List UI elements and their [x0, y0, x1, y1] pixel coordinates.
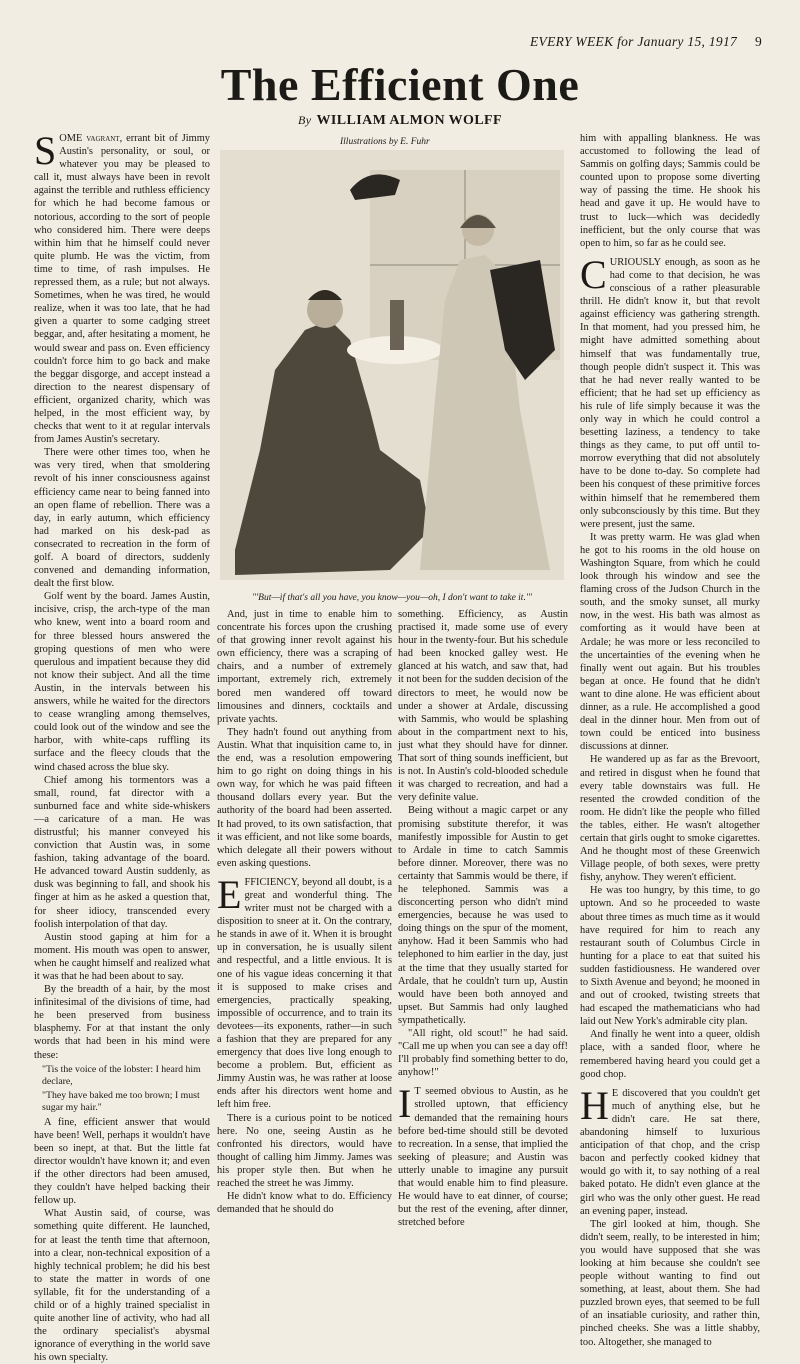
running-header [530, 34, 763, 50]
byline-prefix: By [298, 113, 312, 127]
paragraph [34, 128, 210, 446]
author-name: WILLIAM ALMON WOLFF [316, 113, 502, 128]
paragraph-text: discovered that you couldn't get much of anything else, but he didn't care. He sat there, abandoning himself to luxurious anticipation of that chop, and the crisp bacon and perfectly cooked kidney that would go with it, to say nothing of a real baked potato. He didn't even glance at the girl who was the only other guest. He read an evening paper, instead. [580, 1087, 760, 1217]
publication-name: EVERY WEEK [530, 34, 614, 49]
paragraph: Chief among his tormentors was a small, round, fat director with a sunburned face and white side-whiskers—a caricature of a man. He was distrustful; his manner conveyed his conviction that Austin was, in some fashion, taking advantage of the board. He advanced toward Austin suddenly, as dusk was beginning to fall, and shook his finger at him as he asked a question that, for sheer idiocy, transcended every foolish interpolation of that day. [34, 774, 210, 930]
paragraph: He didn't know what to do. Efficiency demanded that he should do [217, 1191, 392, 1216]
column-4 [580, 132, 760, 1348]
lead-in: T [414, 1086, 421, 1098]
paragraph: Austin stood gaping at him for a moment. His mouth was open to answer, when he caught himself and realized what it was that he had been about to say. [34, 931, 210, 982]
paragraph: And, just in time to enable him to concentrate his forces upon the crushing of that growing inner revolt against his own efficiency, there was a scraping of chairs, and a number of extremely important, extremely rich, extremely bored men wandered off toward limousines and dinners, cocktails and private yachts. [217, 609, 392, 725]
paragraph: him with appalling blankness. He was accustomed to following the lead of Sammis on golfing days; Sammis could be counted upon to propose some diverting way of passing the time. He shook his head and gave it up. He would have to trust to luck—which was decidedly inefficient, but the only course that was open to him, so far as he could see. [580, 133, 760, 249]
lead-in: OME vagrant, [59, 133, 123, 144]
column-3 [398, 608, 568, 1229]
paragraph: They hadn't found out anything from Austin. What that inquisition came to, in the end, was a resolution empowering him to go right on doing things in his own way, for which he was paid fifteen thousand dollars every year. But the authority of the board had been asserted. It had proved, to its own satisfaction, that it was efficient, and not like some boards, which delegate all their powers without even asking questions. [217, 726, 392, 869]
drop-cap: I [398, 1081, 412, 1127]
lead-in: E [611, 1087, 619, 1099]
paragraph: something. Efficiency, as Austin practised it, made some use of every hour in the twenty-four. But his schedule had been knocked galley west. He glanced at his watch, and saw that, had it not been for the sudden decision of the directors to meet, he would now be under a shower at Ardale, discussing with Sammis, who would be splashing about in the compartment next to his, just what they should have for dinner. That sort of thing sounds inefficient, but is not. In Austin's cold-blooded schedule it was charged to recreation, and had a very definite value. [398, 609, 568, 804]
illustration-credit: Illustrations by E. Fuhr [340, 137, 430, 147]
column-1 [34, 128, 210, 1364]
lamp [390, 300, 404, 350]
drop-cap: E [217, 871, 242, 917]
paragraph: Golf went by the board. James Austin, incisive, crisp, the arch-type of the man who knew, went into a board room and for three blessed hours answered the groping questions of men who were querulous and impatient because they did not know their subject. And all the time Austin, in the intervals between his answers, while he waited for the directors to cease wrangling among themselves, could look out of the window and see the harbor, with white-caps ruffling its surface and the fleecy clouds that the wind chased across the blue sky. [34, 591, 210, 773]
column-2 [217, 608, 392, 1216]
page-number: 9 [755, 34, 763, 49]
drop-cap: C [580, 251, 607, 297]
paragraph [580, 1082, 760, 1218]
byline [0, 113, 800, 129]
lead-in: URIOUSLY [609, 256, 662, 268]
paragraph: Being without a magic carpet or any promising substitute therefor, it was manifestly impossible for Austin to get to Ardale in time to catch Sammis before dinner. Moreover, there was no certainty that Sammis would be there, if he telephoned. Sammis was a disconcerting person who didn't mind emergencies, because he was used to doing things on the spur of the moment, anyhow. Had it been Sammis who had telephoned to him earlier in the day, just at the time that they usually started for Ardale, that he couldn't turn up, Austin would have been both annoyed and upset. But Sammis had only laughed sympathetically. [398, 805, 568, 1026]
paragraph: There were other times too, when he was very tired, when that smoldering revolt of his inner consciousness against efficiency came near to being fanned into an open flame of rebellion. There was a day, in early autumn, which efficiency had marked on his desk-pad as consecrated to recreation in the form of golf. A board of directors, suddenly convened and demanding information, dealt the first blow. [34, 447, 210, 590]
paragraph: He wandered up as far as the Brevoort, and retired in disgust when he found that every table downstairs was full. He resented the crowded condition of the room. He didn't like the people who filled the tables, either. He wasn't altogether certain that girls ought to smoke cigarettes. And he thought most of these Greenwich Village people, of both sexes, were pretty fishy, anyhow. They weren't efficient. [580, 754, 760, 884]
verse-line: "Tis the voice of the lobster: I heard him declare, [42, 1063, 201, 1087]
paragraph: What Austin said, of course, was something quite different. He launched, for at least the tenth time that afternoon, into a clear, non-technical exposition of a highly technical problem; he did his best to state the matter in words of one syllable, fit for the understanding of a child or of a highly trained specialist in quite another line of activity, who had all the ordinary specialist's abysmal ignorance of everything in the world save his own specialty. [34, 1208, 210, 1364]
issue-date: for January 15, 1917 [617, 34, 738, 49]
paragraph [217, 871, 392, 1112]
paragraph: There is a curious point to be noticed here. No one, seeing Austin as he confronted his directors, would have thought of calling him Jimmy. James was his proper style then. But when he reached the street he was Jimmy. [217, 1112, 392, 1190]
article-title: The Efficient One [220, 59, 580, 110]
drop-cap: H [580, 1082, 609, 1128]
paragraph: By the breadth of a hair, by the most infinitesimal of the divisions of time, had he been preserved from business blasphemy. For at that instant the only words that had been in his mind were these: [34, 984, 210, 1061]
drop-cap: S [34, 128, 57, 173]
illustration [220, 150, 564, 580]
paragraph-text: enough, as soon as he had come to that decision, he was conscious of a rather pleasurable thrill. He didn't know it, but that revolt against efficiency was gathering strength. In that moment, had you pressed him, he might have admitted something about himself that was fundamentally true, though people didn't suspect it. This was that he had never really wanted to be efficient; that he had set up efficiency as his rule of life simply because it was the only way in which he could control a besetting laziness, a tendency to take things as they came, to put off until to-morrow everything that did not absolutely have to be done to-day. So complete had been his conquest of these primitive forces within himself that he remembered them only subconsciously by this time. But they were present, just the same. [580, 256, 760, 530]
paragraph: A fine, efficient answer that would have been! Well, perhaps it wouldn't have been so inept, at that. But the little fat director wouldn't have known it; and even if the other directors had been amused, they couldn't have helped backing their fellow up. [34, 1116, 210, 1207]
paragraph-text: beyond all doubt, is a great and wonderful thing. The writer must not be charged with a disposition to sneer at it. On the contrary, he stands in awe of it. When it is brought up in conversation, he is usually silent and respectful, and a little envious. It is one of his vague ideas concerning it that it is supposed to make crises and emergencies, practically speaking, impossible of occurrence, and to train its devotees—its exponents, rather—in such a fashion that they are prepared for any emergency that does live long enough to become a problem. But, efficient as Jimmy Austin was, he was rather at loose ends after his directors went home and left him free. [217, 876, 392, 1111]
paragraph-text: errant bit of Jimmy Austin's personality, or soul, or whatever you may be pleased to call it, must always have been in revolt against the terrible and ruthless efficiency for which he had become famous or notorious, according to the sort of people who considered him. There were deeps within him that he himself could never quite plumb. He was the victim, from time to time, of rash impulses. He repressed them, as a rule; but not always. Sometimes, when he was tired, he would realize, when it was too late, that he had given a quarter to some cadging street beggar, and, after hesitating a moment, he would swear and pass on. Even efficiency couldn't force him to go back and make the beggar disgorge, and accept instead a direction to the nearest dispensary of efficient, organized charity, which was helped, in the most efficient way, by checks that went to it at regular intervals from James Austin's secretary. [34, 133, 210, 446]
paragraph [398, 1081, 568, 1229]
verse-line: "They have baked me too brown; I must sugar my hair." [42, 1089, 200, 1113]
paragraph: He was too hungry, by this time, to go uptown. And so he proceeded to waste about three times as much time as it would have required for him to reach any restaurant south of Columbus Circle in hunting for a place to eat that suited his sudden fastidiousness. He wandered over to Sixth Avenue and beyond; he mooned in and out of crooked, twisting streets that had escaped the mathematicians who had laid out New York's admirable city plan. [580, 885, 760, 1028]
illustration-caption: "'But—if that's all you have, you know—you—oh, I don't want to take it.'" [252, 593, 532, 603]
paragraph [580, 251, 760, 531]
paragraph: And finally he went into a queer, oldish place, with a sanded floor, where he remembered having heard you could get a good chop. [580, 1029, 760, 1080]
paragraph: The girl looked at him, though. She didn't seem, really, to be interested in him; you would have supposed that she was looking at him because she couldn't see people without wanting to find out something, at least, about them. She had puzzled brown eyes, that seemed to be full of an insatiable curiosity, and rather thin, pinched cheeks. She was a little shabby, too. Altogether, she managed to [580, 1218, 760, 1348]
paragraph: "All right, old scout!" he had said. "Call me up when you can see a day off! I'll probably find something better to do, anyhow!" [398, 1028, 568, 1079]
paragraph: It was pretty warm. He was glad when he got to his rooms in the old house on Washington Square, from which he could look through his window and see the flaming cross of the Judson Church in the south, and the smoky sunset, all murky now, in the west. His bath was almost as comforting as it would have been at Ardale; he was more or less reconciled to the uncertainties of the evening when he finally went out again. But his troubles began at once. He found that he didn't want to dine alone. He was efficient about dinner, as a rule. He accomplished a good deal in the dinner hour. Men from out of town could be enticed into business discussions at dinner. [580, 531, 760, 753]
lead-in: FFICIENCY, [244, 876, 300, 888]
paragraph-text: seemed obvious to Austin, as he strolled uptown, that efficiency demanded that the remaining hours before bed-time should still be devoted to recreation. In a sense, that implied the seeking of pleasure; and Austin was utterly unable to imagine any pursuit that would enable him to find pleasure. He would have to eat dinner, of course; but the rest of the evening, after dinner, stretched before [398, 1086, 568, 1229]
